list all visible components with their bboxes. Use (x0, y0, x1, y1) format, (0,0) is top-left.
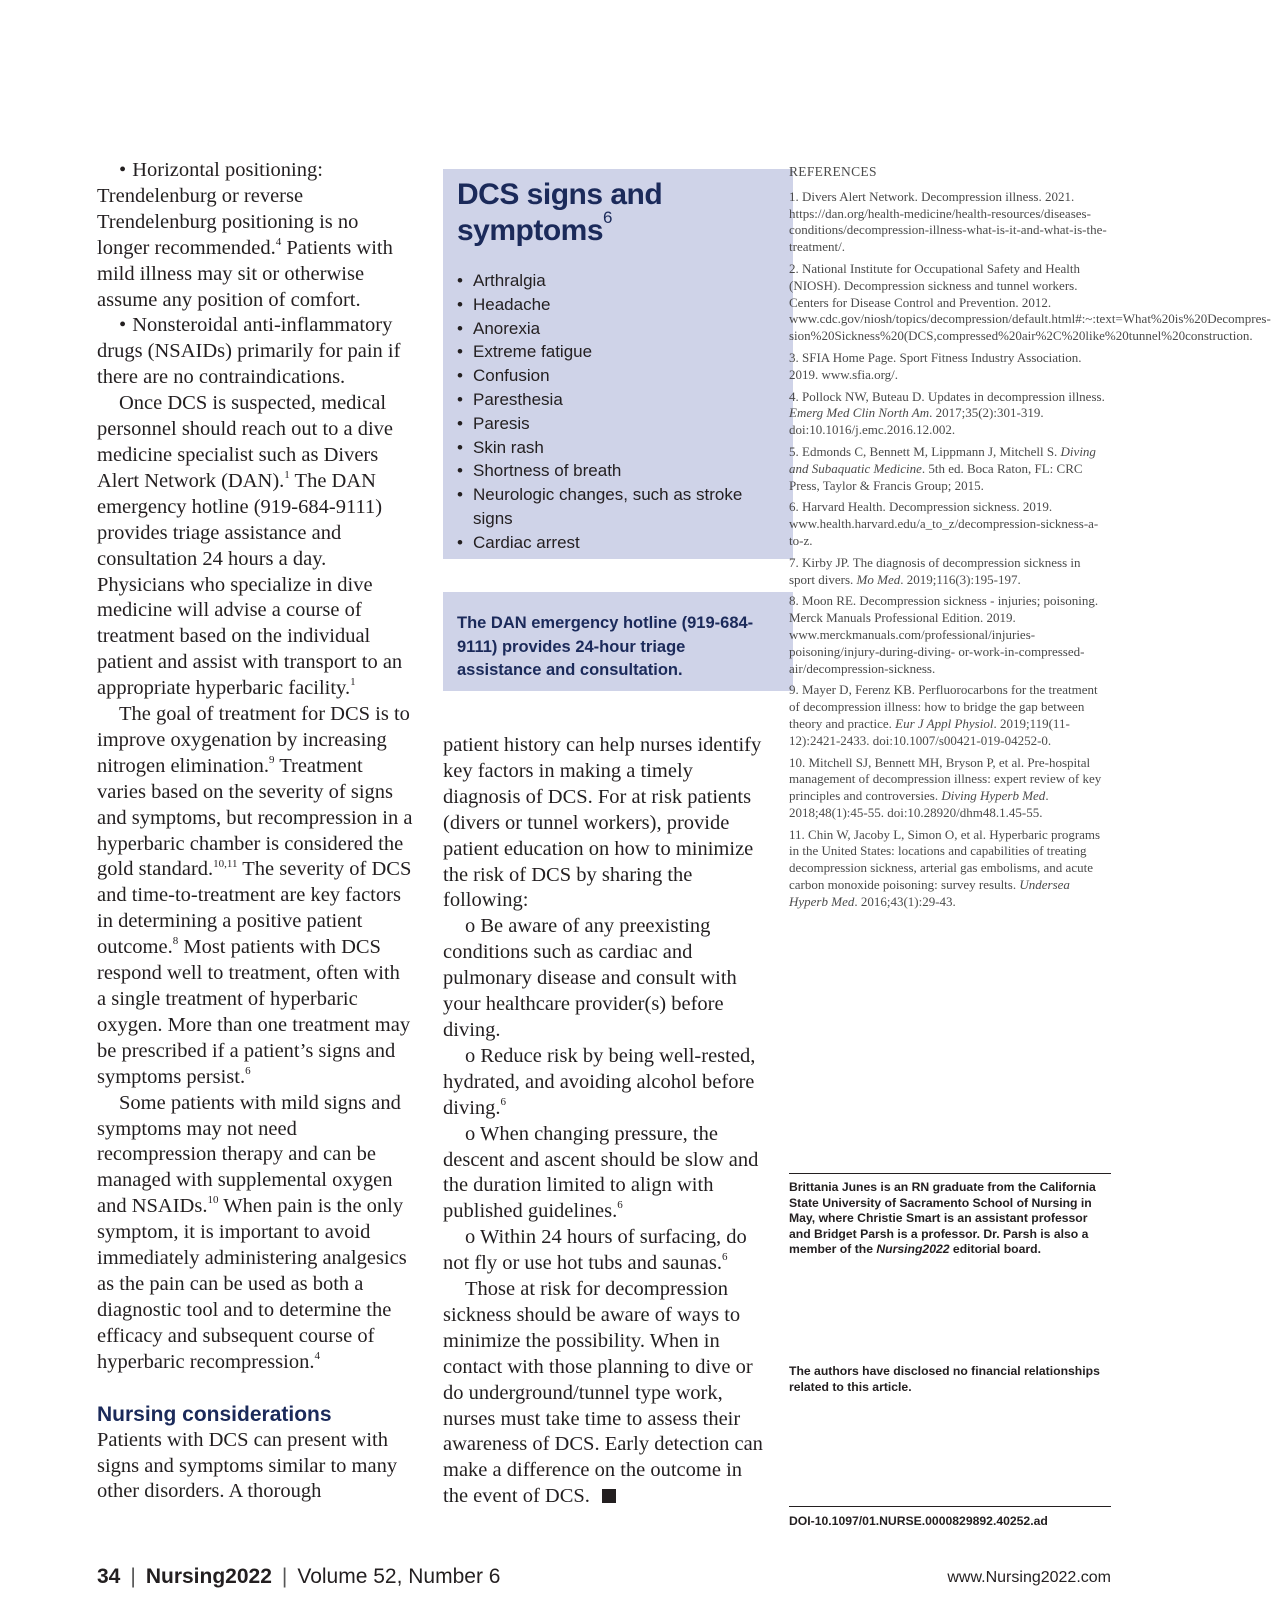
citation: 10 (207, 1194, 219, 1207)
citation: 6 (617, 1199, 623, 1212)
text: . 2018;48(1):45-55. doi:10.28920/dhm48.1.45-55. (789, 788, 1049, 820)
reference-2: 2. National Institute for Occupational Safety and Health (NIOSH). Decompression sickness and tunnel workers. Centers for Disease Control and Prevention. 2012. www.cdc.gov/niosh/topics/decompression/default.html#:~:text=What%20is%20Decompres-sion%20Sickness%20(DCS,compressed%20air%2C%20like%20tunnel%20construction. (789, 260, 1271, 344)
text: Horizontal positioning: Trendelenburg or reverse Trendelenburg positioning is no longer recommended. (97, 159, 359, 259)
text: The severity of DCS and time-to-treatment are key factors in determining a positive patient outcome. (97, 858, 412, 959)
text: 4. Pollock NW, Buteau D. Updates in decompression illness. (789, 388, 1105, 404)
text: . 5th ed. Boca Raton, FL: CRC Press, Taylor & Francis Group; 2015. (789, 460, 1083, 493)
divider (789, 1506, 1111, 1507)
symptom-list (457, 269, 777, 555)
paragraph-dan (97, 391, 414, 702)
hotline-callout (443, 592, 793, 691)
paragraph-mild-cases (97, 1091, 414, 1376)
citation: 6 (500, 1095, 507, 1108)
symptom-item: • Paresthesia (457, 388, 777, 412)
column-1 (97, 158, 414, 1505)
footer-url: www.Nursing2022.com (947, 1569, 1111, 1586)
symptom-item: • Anorexia (457, 317, 777, 341)
sidebar-title-text: DCS signs and symptoms (457, 178, 663, 247)
text: 7. Kirby JP. The diagnosis of decompression sickness in sport divers. (789, 554, 1081, 587)
page-number: 34 (97, 1565, 121, 1588)
text: 11. Chin W, Jacoby L, Simon O, et al. Hyperbaric programs in the United States: locations and capabilities of treating decompression sickness, arterial gas embolisms, and acute carbon monoxide poisoning: survey results. (789, 826, 1101, 893)
citation: 6 (603, 208, 613, 227)
footer-folio (97, 1564, 500, 1590)
sidebar-title (457, 177, 777, 249)
disclosure-note: The authors have disclosed no financial relationships related to this article. (789, 1364, 1100, 1394)
tip-surfacing (443, 1225, 763, 1277)
symptom-item: • Extreme fatigue (457, 340, 777, 364)
author-note (789, 1180, 1109, 1258)
citation: 8 (172, 935, 179, 948)
citation: 10,11 (213, 857, 238, 870)
journal-title: Mo Med (856, 571, 901, 587)
paragraph-horizontal-positioning (97, 158, 414, 313)
list-marker: o (465, 1122, 476, 1145)
text: Patients with mild illness may sit or otherwise assume any position of comfort. (97, 236, 393, 311)
list-marker: o (465, 915, 476, 938)
paragraph-treatment-goal (97, 702, 414, 1091)
book-title: Diving and Subaquatic Medicine (789, 443, 1096, 476)
symptom-item: • Confusion (457, 364, 777, 388)
column-2 (443, 733, 763, 1510)
reference-9 (789, 682, 1109, 749)
reference-4 (789, 389, 1109, 439)
text: Some patients with mild signs and symptoms may not need recompression therapy and can be managed with supplemental oxygen and NSAIDs. (97, 1091, 401, 1218)
journal-title: Undersea Hyperb Med (789, 877, 1070, 909)
symptom-item: • Neurologic changes, such as stroke signs (457, 483, 777, 531)
text: Be aware of any preexisting conditions such as cardiac and pulmonary disease and consult with your healthcare provider(s) before diving. (443, 915, 737, 1041)
tip-preexisting (443, 914, 763, 1044)
bullet: • (119, 159, 127, 181)
symptom-item: • Arthralgia (457, 269, 777, 293)
tip-reduce-risk (443, 1044, 763, 1122)
reference-10 (789, 755, 1109, 822)
reference-1: 1. Divers Alert Network. Decompression illness. 2021. https://dan.org/health-medicine/health-resources/diseases-conditions/decompression-illness-what-is-it-and-what-is-the-treatment/. (789, 188, 1107, 255)
citation: 4 (275, 235, 282, 248)
reference-8: 8. Moon RE. Decompression sickness - injuries; poisoning. Merck Manuals Professional Edition. 2019. www.merckmanuals.com/professional/injuries-poisoning/injury-during-diving- or-work-in-compressed-air/decompression-sickness. (789, 593, 1099, 676)
citation: 1 (350, 676, 356, 689)
citation: 6 (245, 1064, 251, 1077)
volume-issue: Volume 52, Number 6 (297, 1565, 501, 1588)
reference-7 (789, 555, 1109, 589)
list-marker: o (465, 1044, 476, 1067)
text: Within 24 hours of surfacing, do not fly or use hot tubs and saunas. (443, 1226, 747, 1275)
symptom-item: • Cardiac arrest (457, 531, 777, 555)
separator: | (130, 1565, 136, 1588)
section-heading-nursing-considerations: Nursing considerations (97, 1402, 332, 1426)
text: 5. Edmonds C, Bennett M, Lippmann J, Mitchell S. (789, 443, 1061, 459)
journal-title: Emerg Med Clin North Am (789, 405, 930, 421)
references-heading: REFERENCES (789, 164, 877, 179)
paragraph-at-risk (443, 1277, 763, 1510)
magazine-name: Nursing2022 (145, 1565, 272, 1588)
text: Nonsteroidal anti-inflammatory drugs (NSAIDs) primarily for pain if there are no contraindications. (97, 314, 401, 389)
text: Brittania Junes is an RN graduate from the California State University of Sacramento School of Nursing in May, where Christie Smart is an assistant professor and Bridget Parsh is a professor. Dr. Parsh is also a member of the (789, 1180, 1096, 1257)
reference-3: 3. SFIA Home Page. Sport Fitness Industry Association. 2019. www.sfia.org/. (789, 349, 1082, 382)
symptom-item: • Headache (457, 293, 777, 317)
text: Once DCS is suspected, medical personnel should reach out to a dive medicine specialist such as Divers Alert Network (DAN). (97, 392, 394, 492)
text: Most patients with DCS respond well to treatment, often with a single treatment of hyperbaric oxygen. More than one treatment may be prescribed if a patient’s signs and symptoms persist. (97, 936, 411, 1088)
symptom-item: • Skin rash (457, 436, 777, 460)
text: . 2019;119(11-12):2421-2433. doi:10.1007/s00421-019-04252-0. (789, 715, 1070, 748)
bullet: • (119, 314, 127, 337)
text: The goal of treatment for DCS is to improve oxygenation by increasing nitrogen elimination. (97, 703, 410, 777)
citation: 1 (284, 469, 290, 482)
symptom-item: • Paresis (457, 412, 777, 436)
reference-11 (789, 827, 1109, 911)
callout-text: The DAN emergency hotline (919-684-9111) provides 24-hour triage assistance and consultation. (457, 614, 754, 679)
symptom-item: • Shortness of breath (457, 459, 777, 483)
paragraph-patient-history: patient history can help nurses identify key factors in making a timely diagnosis of DCS. For at risk patients (divers or tunnel workers), provide patient education on how to minimize the risk of DCS by sharing the following: (443, 734, 762, 912)
text: 9. Mayer D, Ferenz KB. Perfluorocarbons for the treatment of decompression illness: how to bridge the gap between theory and practice. (789, 682, 1098, 731)
reference-5 (789, 444, 1109, 494)
paragraph-nsaids (97, 313, 414, 391)
citation: 4 (314, 1349, 320, 1362)
list-marker: o (465, 1226, 476, 1249)
text: Those at risk for decompression sickness should be aware of ways to minimize the possibility. When in contact with those planning to dive or do underground/tunnel type work, nurses must take time to assess their awareness of DCS. Early detection can make a difference on the outcome in the event of DCS. (443, 1278, 763, 1508)
text: The DAN emergency hotline (919-684-9111) provides triage assistance and consultation 24 hours a day. Physicians who specialize in dive medicine will advise a course of treatment based on the individual patient and assist with transport to an appropriate hyperbaric facility. (97, 469, 403, 700)
text: When pain is the only symptom, it is important to avoid immediately administering analgesics as the pain can be used as both a diagnostic tool and to determine the efficacy and subsequent course of hyperbaric recompression. (97, 1195, 407, 1373)
separator: | (281, 1565, 288, 1588)
signs-symptoms-sidebar (443, 169, 793, 559)
citation: 6 (722, 1251, 728, 1264)
references (789, 164, 1271, 916)
journal-title: Eur J Appl Physiol (895, 715, 994, 731)
doi: DOI-10.1097/01.NURSE.0000829892.40252.ad (789, 1514, 1048, 1528)
tip-pressure (443, 1122, 763, 1226)
text: . 2016;43(1):29-43. (854, 893, 956, 909)
citation: 9 (268, 754, 275, 767)
text: Treatment varies based on the severity of signs and symptoms, but recompression in a hyperbaric chamber is considered the gold standard. (97, 754, 413, 881)
text: . 2019;116(3):195-197. (900, 571, 1021, 587)
text: Reduce risk by being well-rested, hydrated, and avoiding alcohol before diving. (443, 1044, 756, 1119)
reference-6: 6. Harvard Health. Decompression sickness. 2019. www.health.harvard.edu/a_to_z/decompression-sickness-a-to-z. (789, 499, 1099, 548)
paragraph-nursing-intro: Patients with DCS can present with signs and symptoms similar to many other disorders. A thorough (97, 1428, 398, 1503)
end-of-article-mark (602, 1489, 616, 1503)
text: editorial board. (949, 1242, 1041, 1257)
divider (789, 1173, 1111, 1174)
text: . 2017;35(2):301-319. doi:10.1016/j.emc.2016.12.002. (789, 405, 1044, 438)
magazine-name: Nursing2022 (876, 1242, 950, 1257)
journal-title: Diving Hyperb Med (941, 788, 1046, 804)
text: When changing pressure, the descent and ascent should be slow and the duration limited to align with published guidelines. (443, 1122, 759, 1223)
text: 10. Mitchell SJ, Bennett MH, Bryson P, et al. Pre-hospital management of decompression illness: expert review of key principles and controversies. (789, 754, 1102, 804)
